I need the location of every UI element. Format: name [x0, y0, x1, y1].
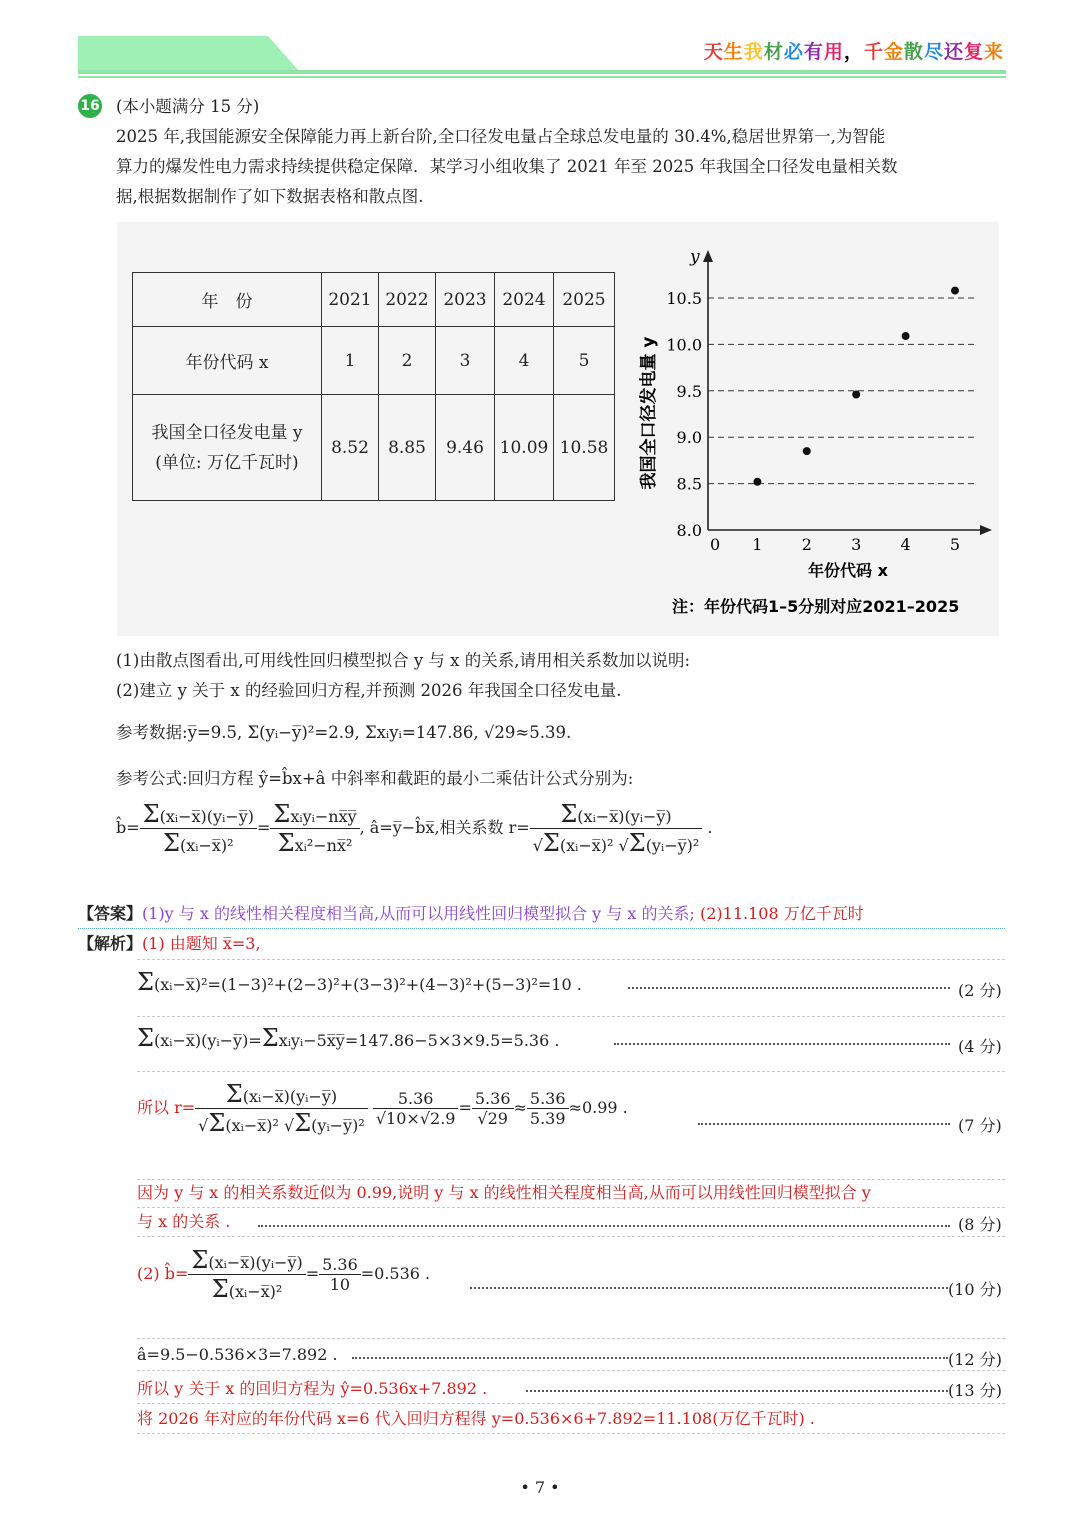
part-1: (1)由散点图看出,可用线性回归模型拟合 y 与 x 的关系,请用相关系数加以说明:	[116, 651, 691, 670]
table-cell: 2022	[379, 273, 436, 327]
reference-formula-label: 参考公式:回归方程 ŷ=b̂x+â 中斜率和截距的最小二乘估计公式分别为:	[116, 769, 634, 788]
dotted-leader	[470, 1287, 948, 1289]
table-cell: 2	[379, 327, 436, 395]
dotted-leader	[526, 1390, 948, 1392]
line-rule	[137, 1236, 1005, 1237]
points-4: (4 分)	[958, 1037, 1002, 1056]
part-2: (2)建立 y 关于 x 的经验回归方程,并预测 2026 年我国全口径发电量.	[116, 681, 622, 700]
analysis-l9: 将 2026 年对应的年份代码 x=6 代入回归方程得 y=0.536×6+7.892=11.108(万亿千瓦时) .	[137, 1409, 815, 1428]
x-tick-label: 3	[851, 535, 862, 554]
y-axis-title: 我国全口径发电量 y	[639, 336, 659, 490]
scatter-point	[852, 391, 860, 399]
table-cell: 2023	[436, 273, 495, 327]
formula-b-hat: b̂= $\frac{\text{Σ(xᵢ−x̅)(yᵢ−y̅)}}{\text{Σ(xᵢ−x̅)²}}$ = $\frac{\text{Σxᵢyᵢ−nx̅y̅}}{\text{Σxᵢ²−nx̅²}}$ , â=y̅−b̂x̅,相关系数 r= $\frac{\text{Σ(xᵢ−x̅)(yᵢ−y̅)}}{\text{√Σ(xᵢ−x̅)² √Σ(yᵢ−y̅)²}}$ .	[116, 800, 713, 857]
dotted-leader	[698, 1123, 950, 1125]
answer-text-2: (2)11.108 万亿千瓦时	[694, 904, 864, 923]
x-axis-title: 年份代码 x	[808, 561, 888, 580]
answer-text-1: (1)y 与 x 的线性相关程度相当高,从而可以用线性回归模型拟合 y 与 x 的关系;	[142, 904, 695, 923]
formula-mid-text: , â=y̅−b̂x̅,相关系数 r=	[359, 818, 530, 837]
table-cell: 10.58	[554, 395, 615, 501]
analysis-l6-prefix: (2) b̂=	[137, 1264, 189, 1283]
analysis-l6-tail: =0.536 .	[360, 1264, 431, 1283]
analysis-l4-prefix: 所以 r=	[137, 1098, 196, 1117]
table-code-label: 年份代码 x	[133, 327, 322, 395]
table-y-label-line1: 我国全口径发电量 y	[151, 422, 303, 443]
x-tick-label: 5	[949, 535, 961, 554]
header-rule-thick	[78, 70, 1006, 74]
fraction: $\frac{5.36}{5.39}$	[527, 1089, 569, 1128]
points-10: (10 分)	[948, 1280, 1002, 1299]
fraction: $\frac{\text{Σ(xᵢ−x̅)(yᵢ−y̅)}}{\text{√Σ(xᵢ−x̅)² √Σ(yᵢ−y̅)²}}$	[195, 1080, 368, 1137]
scatter-point	[951, 287, 959, 295]
x-tick-label: 1	[752, 535, 763, 554]
line-rule	[137, 1338, 1005, 1339]
table-cell: 2025	[554, 273, 615, 327]
intro-line-3: 据,根据数据制作了如下数据表格和散点图.	[116, 187, 424, 206]
intro-line-1: 2025 年,我国能源安全保障能力再上新台阶,全口径发电量占全球总发电量的 30.4%,稳居世界第一,为智能	[116, 127, 886, 146]
analysis-l5b: 与 x 的关系 .	[137, 1212, 231, 1231]
intro-line-2: 算力的爆发性电力需求持续提供稳定保障．某学习小组收集了 2021 年至 2025 年我国全口径发电量相关数	[116, 157, 898, 176]
y-axis-letter: y	[690, 247, 700, 267]
reference-data	[116, 718, 571, 747]
answer-label: 【答案】	[78, 904, 143, 923]
question-number-badge: 16	[78, 94, 102, 118]
analysis-l3: =147.86−5×3×9.5=5.36 .	[344, 1031, 560, 1050]
data-table	[132, 272, 615, 501]
points-13: (13 分)	[948, 1381, 1002, 1400]
analysis-line-2: Σ(xᵢ−x̅)²=(1−3)²+(2−3)²+(3−3)²+(4−3)²+(5−3)²=10 .	[137, 968, 582, 996]
analysis-l1: (1) 由题知 x̅=3,	[142, 934, 261, 953]
line-rule	[137, 1016, 1005, 1017]
line-rule	[137, 1071, 1005, 1072]
reference-data-label: 参考数据:	[116, 723, 188, 742]
table-y-label-line2: (单位: 万亿千瓦时)	[155, 452, 299, 473]
fraction: $\frac{\text{Σ(xᵢ−x̅)(yᵢ−y̅)}}{\text{Σ(xᵢ−x̅)²}}$	[140, 800, 257, 857]
points-8: (8 分)	[958, 1215, 1002, 1234]
line-rule	[137, 959, 1005, 960]
analysis-line-3: Σ(xᵢ−x̅)(yᵢ−y̅)=Σxᵢyᵢ−5x̅y̅=147.86−5×3×9.5=5.36 .	[137, 1024, 560, 1052]
table-cell: 5	[554, 327, 615, 395]
points-7: (7 分)	[958, 1116, 1002, 1135]
points-12: (12 分)	[948, 1350, 1002, 1369]
table-cell: 8.52	[322, 395, 379, 501]
analysis-l2: =(1−3)²+(2−3)²+(3−3)²+(4−3)²+(5−3)²=10 .	[207, 975, 582, 994]
table-cell: 2024	[495, 273, 554, 327]
y-axis-arrow	[703, 250, 713, 262]
answer-line	[78, 899, 864, 928]
x-axis-arrow	[980, 525, 992, 535]
scatter-point	[753, 478, 761, 486]
table-cell: 8.85	[379, 395, 436, 501]
fraction: $\frac{5.36}{10}$	[319, 1255, 361, 1294]
page-number: • 7 •	[520, 1478, 560, 1497]
y-tick-label: 8.0	[676, 521, 702, 540]
y-tick-label: 9.0	[676, 428, 702, 448]
fraction: $\frac{5.36}{√10\times√2.9}$	[373, 1089, 459, 1128]
table-cell: 3	[436, 327, 495, 395]
x-tick-label: 0	[710, 535, 721, 554]
chart-note: 注：年份代码1–5分别对应2021–2025	[672, 597, 960, 616]
y-tick-label: 10.0	[666, 335, 702, 355]
table-y-label	[133, 395, 322, 501]
scatter-point	[803, 447, 811, 455]
table-year-label: 年 份	[133, 273, 322, 327]
analysis-l7: â=9.5−0.536×3=7.892 .	[137, 1345, 338, 1364]
line-rule	[137, 1433, 1005, 1434]
table-cell: 1	[322, 327, 379, 395]
dotted-leader	[628, 987, 950, 989]
reference-data-values: y̅=9.5, Σ(yᵢ−y̅)²=2.9, Σxᵢyᵢ=147.86, √29≈5.39.	[187, 723, 572, 742]
analysis-line-4: 所以 r= $\frac{\text{Σ(xᵢ−x̅)(yᵢ−y̅)}}{\text{√Σ(xᵢ−x̅)² √Σ(yᵢ−y̅)²}}$ $\frac{5.36}{√10\times√2.9}$ = $\frac{5.36}{√29}$ ≈ $\frac{5.36}{5.39}$ ≈0.99 .	[137, 1080, 628, 1137]
y-tick-label: 9.5	[676, 381, 702, 401]
table-cell: 2021	[322, 273, 379, 327]
scatter-point	[902, 332, 910, 340]
score-note: (本小题满分 15 分)	[116, 97, 260, 116]
fraction: $\frac{5.36}{√29}$	[472, 1089, 514, 1128]
scatter-chart	[630, 238, 1000, 633]
header-rule-thin	[78, 76, 1006, 78]
analysis-l4-tail: ≈0.99 .	[568, 1098, 628, 1117]
dotted-leader	[352, 1357, 948, 1359]
points-2: (2 分)	[958, 981, 1002, 1000]
table-cell: 9.46	[436, 395, 495, 501]
y-tick-label: 8.5	[676, 474, 702, 494]
y-tick-label: 10.5	[666, 289, 702, 308]
analysis-line-6: (2) b̂= $\frac{\text{Σ(xᵢ−x̅)(yᵢ−y̅)}}{\text{Σ(xᵢ−x̅)²}}$ = $\frac{5.36}{10}$ =0.536 .	[137, 1246, 431, 1303]
analysis-line-1	[78, 929, 261, 958]
fraction: $\frac{\text{Σ(xᵢ−x̅)(yᵢ−y̅)}}{\text{Σ(xᵢ−x̅)²}}$	[188, 1246, 305, 1303]
analysis-l5a: 因为 y 与 x 的相关系数近似为 0.99,说明 y 与 x 的线性相关程度相当高,从而可以用线性回归模型拟合 y	[137, 1183, 871, 1202]
header-motto: 天生我材必有用，千金散尽还复来	[703, 41, 1004, 63]
table-cell: 10.09	[495, 395, 554, 501]
x-tick-label: 2	[801, 535, 812, 554]
dotted-leader	[258, 1225, 950, 1227]
line-rule	[137, 1370, 1005, 1371]
dotted-leader	[614, 1043, 950, 1045]
analysis-l8: 所以 y 关于 x 的回归方程为 ŷ=0.536x+7.892 .	[137, 1379, 488, 1398]
analysis-label: 【解析】	[78, 934, 143, 953]
fraction: $\frac{\text{Σxᵢyᵢ−nx̅y̅}}{\text{Σxᵢ²−nx̅²}}$	[270, 800, 359, 857]
table-cell: 4	[495, 327, 554, 395]
x-tick-label: 4	[900, 535, 911, 554]
line-rule	[137, 1207, 1005, 1208]
fraction: $\frac{\text{Σ(xᵢ−x̅)(yᵢ−y̅)}}{\text{√Σ(xᵢ−x̅)² √Σ(yᵢ−y̅)²}}$	[530, 800, 703, 857]
